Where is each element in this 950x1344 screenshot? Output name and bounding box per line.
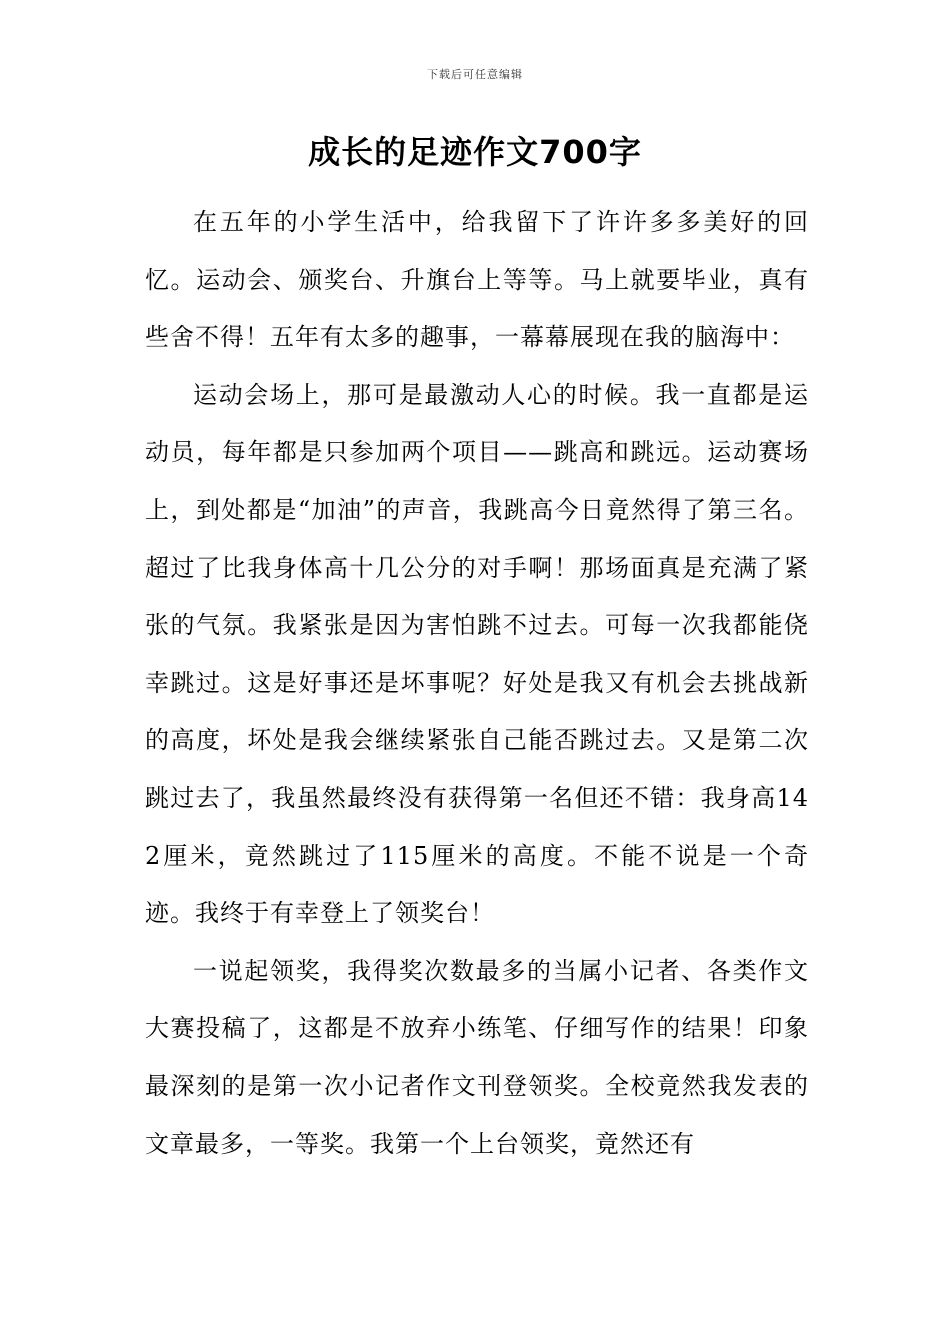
paragraph: 一说起领奖，我得奖次数最多的当属小记者、各类作文大赛投稿了，这都是不放弃小练笔、仔细写作的结果！印象最深刻的是第一次小记者作文刊登领奖。全校竟然我发表的文章最多，一等奖。我第一个上台领奖，竟然还有 [145, 956, 809, 1158]
document-body [145, 194, 809, 1173]
header-note: 下载后可任意编辑 [427, 68, 523, 81]
paragraph: 在五年的小学生活中，给我留下了许许多多美好的回忆。运动会、颁奖台、升旗台上等等。马上就要毕业，真有些舍不得！五年有太多的趣事，一幕幕展现在我的脑海中： [145, 208, 809, 352]
paragraph: 运动会场上，那可是最激动人心的时候。我一直都是运动员，每年都是只参加两个项目——跳高和跳远。运动赛场上，到处都是“加油”的声音，我跳高今日竟然得了第三名。超过了比我身体高十几公分的对手啊！那场面真是充满了紧张的气氛。我紧张是因为害怕跳不过去。可每一次我都能侥幸跳过。这是好事还是坏事呢？好处是我又有机会去挑战新的高度，坏处是我会继续紧张自己能否跳过去。又是第二次跳过去了，我虽然最终没有获得第一名但还不错：我身高142厘米，竟然跳过了115厘米的高度。不能不说是一个奇迹。我终于有幸登上了领奖台！ [145, 380, 809, 928]
document-title: 成长的足迹作文700字 [308, 133, 642, 171]
